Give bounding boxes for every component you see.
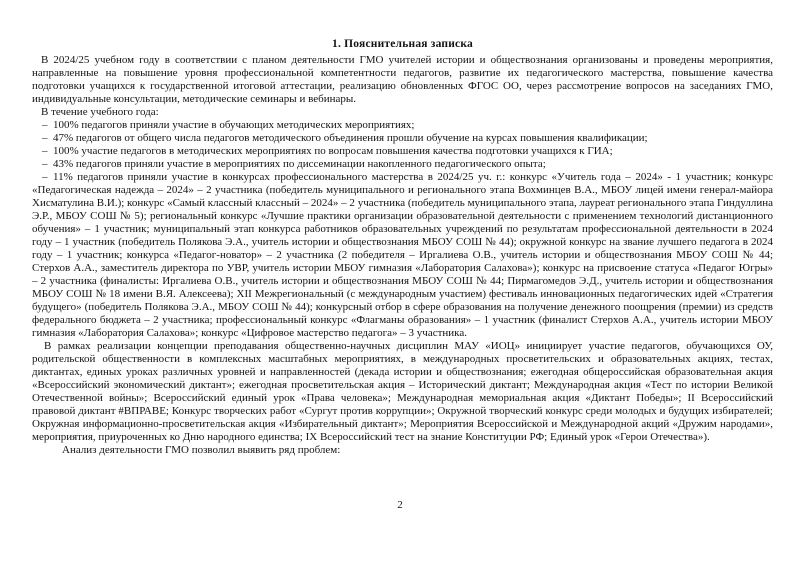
bullet-text: 43% педагогов приняли участие в мероприятиях по диссеминации накопленного педагогического опыта; <box>53 158 546 170</box>
bullet-dash-icon: – <box>42 132 48 144</box>
concept-paragraph: В рамках реализации концепции преподавания общественно-научных дисциплин МАУ «ИОЦ» инициирует участие педагогов, обучающихся ОУ, родительской общественности в комплексных масштабных мероприятиях, в международных просветительских и образовательных акциях, тестах, диктантах, единых уроках различных уровней и направленностей (декада истории и обществознания; ежегодная общероссийская образовательная акция «Всероссийский экономический диктант»; ежегодная просветительская акция – Исторический диктант; Международная акция «Тест по истории Великой Отечественной войны»; Всероссийский единый урок «Права человека»; Международная мемориальная акция «Диктант Победы»; II Всероссийский правовой диктант #ВПРАВЕ; Конкурс творческих работ «Сургут против коррупции»; Окружной творческий конкурс среди молодых и будущих избирателей; Окружная информационно-просветительская акция «Избирательный диктант»; Мероприятия Всероссийской и Международной акций «Дружим народами», мероприятия, приуроченных ко Дню народного единства; IX Всероссийский тест на знание Конституции РФ; Единый урок «Герои Отечества»). <box>32 340 773 443</box>
bullet-item-competitions <box>32 171 773 340</box>
bullet-text: 11% педагогов приняли участие в конкурсах профессионального мастерства в 2024/25 уч. г.: конкурс «Учитель года – 2024» - 1 участник; конкурс «Педагогическая надежда – 2024» – 2 участника (победитель муниципального и регионального этапа Вохминцев В.А., МБОУ лицей имени генерал-майора Хисматулина В.И.); конкурс «Самый классный классный – 2024» – 2 участника (победитель муниципального этапа, лауреат регионального этапа Гиндуллина Э.Р., МБОУ СОШ № 5); региональный конкурс «Лучшие практики организации образовательной деятельности с применением технологий дистанционного обучения» – 1 участник; муниципальный этап конкурса работников образовательных учреждений по результатам профессиональной деятельности в 2024 году – 1 участник (победитель Полякова Э.А., учитель истории и обществознания МБОУ СОШ № 44); окружной конкурс на звание лучшего педагога в 2024 году – 1 участник; конкурса «Педагог-новатор» – 2 участника (2 победителя – Иргалиева О.В., учитель истории и обществознания МБОУ СОШ № 44; Стерхов А.А., заместитель директора по УВР, учитель истории МБОУ гимназия «Лаборатория Салахова»); конкурс на присвоение статуса «Педагог Югры» – 2 участника (финалисты: Иргалиева О.В., учитель истории и обществознания МБОУ СОШ № 44; Пирмагомедов Э.Д., учитель истории и обществознания МБОУ СОШ № 18 имени В.Я. Алексеева); XII Межрегиональный (с международным участием) фестиваль инновационных педагогических идей «Стратегия будущего» (победитель Полякова Э.А., МБОУ СОШ № 44); конкурсный отбор в сфере образования на получение денежного поощрения (премии) из средств федерального бюджета – 2 участника; профессиональный конкурс «Флагманы образования» – 1 участник (финалист Стерхов А.А., учитель истории МБОУ гимназия «Лаборатория Салахова»; конкурс «Цифровое мастерство педагога» – 3 участника. <box>32 171 773 339</box>
bullet-text: 100% участие педагогов в методических мероприятиях по вопросам повышения качества подготовки учащихся к ГИА; <box>53 145 613 157</box>
section-title: 1. Пояснительная записка <box>332 38 473 50</box>
page-number: 2 <box>397 499 403 511</box>
bullet-item <box>32 158 773 171</box>
bullet-item <box>32 132 773 145</box>
analysis-paragraph: Анализ деятельности ГМО позволил выявить ряд проблем: <box>62 444 341 456</box>
bullet-dash-icon: – <box>42 171 48 183</box>
bullet-text: 100% педагогов приняли участие в обучающих методических мероприятиях; <box>53 119 415 131</box>
intro-paragraph: В 2024/25 учебном году в соответствии с планом деятельности ГМО учителей истории и обществознания организованы и проведены мероприятия, направленные на повышение уровня профессиональной компетентности педагогов, развитие их педагогического мастерства, повышение качества подготовки учащихся к государственной итоговой аттестации, реализацию обновленных ФГОС ОО, через рассмотрение вопросов на заседаниях ГМО, индивидуальные консультации, методические семинары и вебинары. <box>32 54 773 105</box>
list-lead-paragraph: В течение учебного года: <box>41 106 159 118</box>
bullet-dash-icon: – <box>42 145 48 157</box>
bullet-text: 47% педагогов от общего числа педагогов методического объединения прошли обучение на курсах повышения квалификации; <box>53 132 648 144</box>
bullet-dash-icon: – <box>42 158 48 170</box>
bullet-item <box>32 145 773 158</box>
bullet-item <box>32 119 773 132</box>
bullet-dash-icon: – <box>42 119 48 131</box>
